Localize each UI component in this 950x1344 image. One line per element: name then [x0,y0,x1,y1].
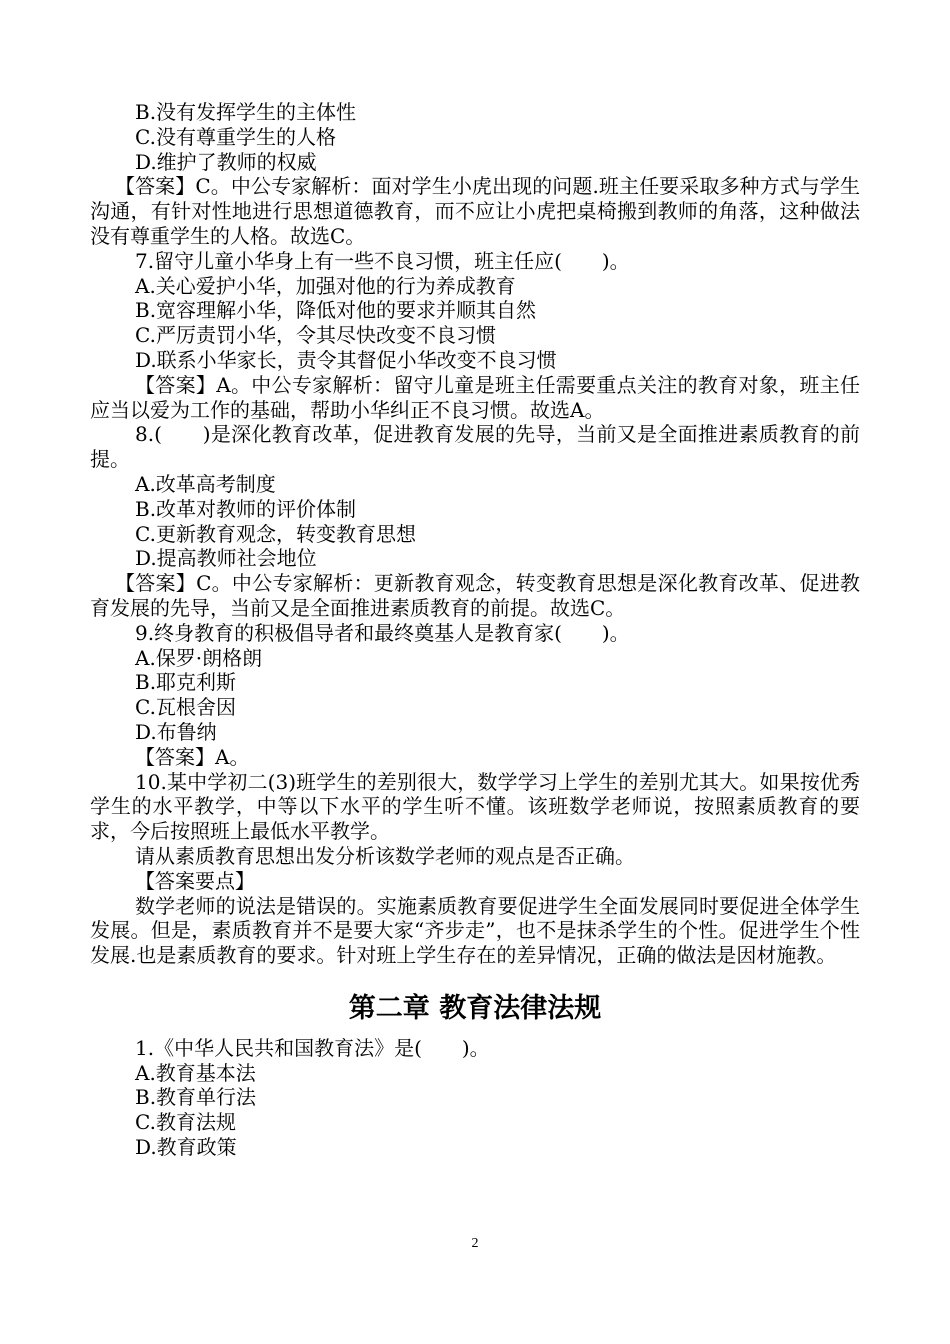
answer-6: 【答案】C。中公专家解析：面对学生小虎出现的问题.班主任要采取多种方式与学生沟通，有针对性地进行思想道德教育，而不应让小虎把桌椅搬到教师的角落，这种做法没有尊重学生的人格。故选C。 [90,174,860,248]
question-8: 8.( )是深化教育改革，促进教育发展的先导，当前又是全面推进素质教育的前提。 [90,422,860,472]
c2q1-option-d: D.教育政策 [135,1135,237,1160]
answer-7: 【答案】A。中公专家解析：留守儿童是班主任需要重点关注的教育对象，班主任应当以爱为工作的基础，帮助小华纠正不良习惯。故选A。 [90,372,860,422]
answer-8: 【答案】C。中公专家解析：更新教育观念，转变教育思想是深化教育改革、促进教育发展的先导，当前又是全面推进素质教育的前提。故选C。 [90,571,860,620]
question-10: 10.某中学初二(3)班学生的差别很大，数学学习上学生的差别尤其大。如果按优秀学生的水平教学，中等以下水平的学生听不懂。该班数学老师说，按照素质教育的要求，今后按照班上最低水平教学。 [90,769,860,844]
q9-option-d: D.布鲁纳 [135,719,217,744]
q10-prompt: 请从素质教育思想出发分析该数学老师的观点是否正确。 [135,843,635,868]
question-9: 9.终身教育的积极倡导者和最终奠基人是教育家( )。 [135,620,630,645]
question-7: 7.留守儿童小华身上有一些不良习惯，班主任应( )。 [135,248,630,273]
q7-option-d: D.联系小华家长，责令其督促小华改变不良习惯 [135,347,557,372]
c2q1-option-c: C.教育法规 [135,1110,236,1135]
option-d: D.维护了教师的权威 [135,149,317,174]
answer-9: 【答案】A。 [135,744,250,769]
option-c: C.没有尊重学生的人格 [135,124,336,149]
q7-option-b: B.宽容理解小华，降低对他的要求并顺其自然 [135,298,537,323]
q10-key-text: 数学老师的说法是错误的。实施素质教育要促进学生全面发展同时要促进全体学生发展。但是，素质教育并不是要大家“齐步走”，也不是抹杀学生的个性。促进学生个性发展.也是素质教育的要求。针对班上学生存在的差异情况，正确的做法是因材施教。 [90,893,860,968]
chapter-title: 第二章 教育法律法规 [348,992,602,1024]
c2q1-option-a: A.教育基本法 [135,1060,256,1085]
q7-option-a: A.关心爱护小华，加强对他的行为养成教育 [135,273,516,298]
q8-option-b: B.改革对教师的评价体制 [135,496,357,521]
q8-option-a: A.改革高考制度 [135,471,276,496]
page-number: 2 [471,1236,479,1251]
option-b: B.没有发挥学生的主体性 [135,100,357,124]
q8-option-c: C.更新教育观念，转变教育思想 [135,521,416,546]
q10-key-label: 【答案要点】 [135,868,255,893]
q9-option-a: A.保罗·朗格朗 [135,645,263,670]
c2q1-option-b: B.教育单行法 [135,1085,257,1110]
c2-question-1: 1.《中华人民共和国教育法》是( )。 [135,1035,490,1060]
q9-option-b: B.耶克利斯 [135,670,237,695]
q7-option-c: C.严厉责罚小华，令其尽快改变不良习惯 [135,323,496,348]
q9-option-c: C.瓦根舍因 [135,695,236,720]
q8-option-d: D.提高教师社会地位 [135,546,317,571]
